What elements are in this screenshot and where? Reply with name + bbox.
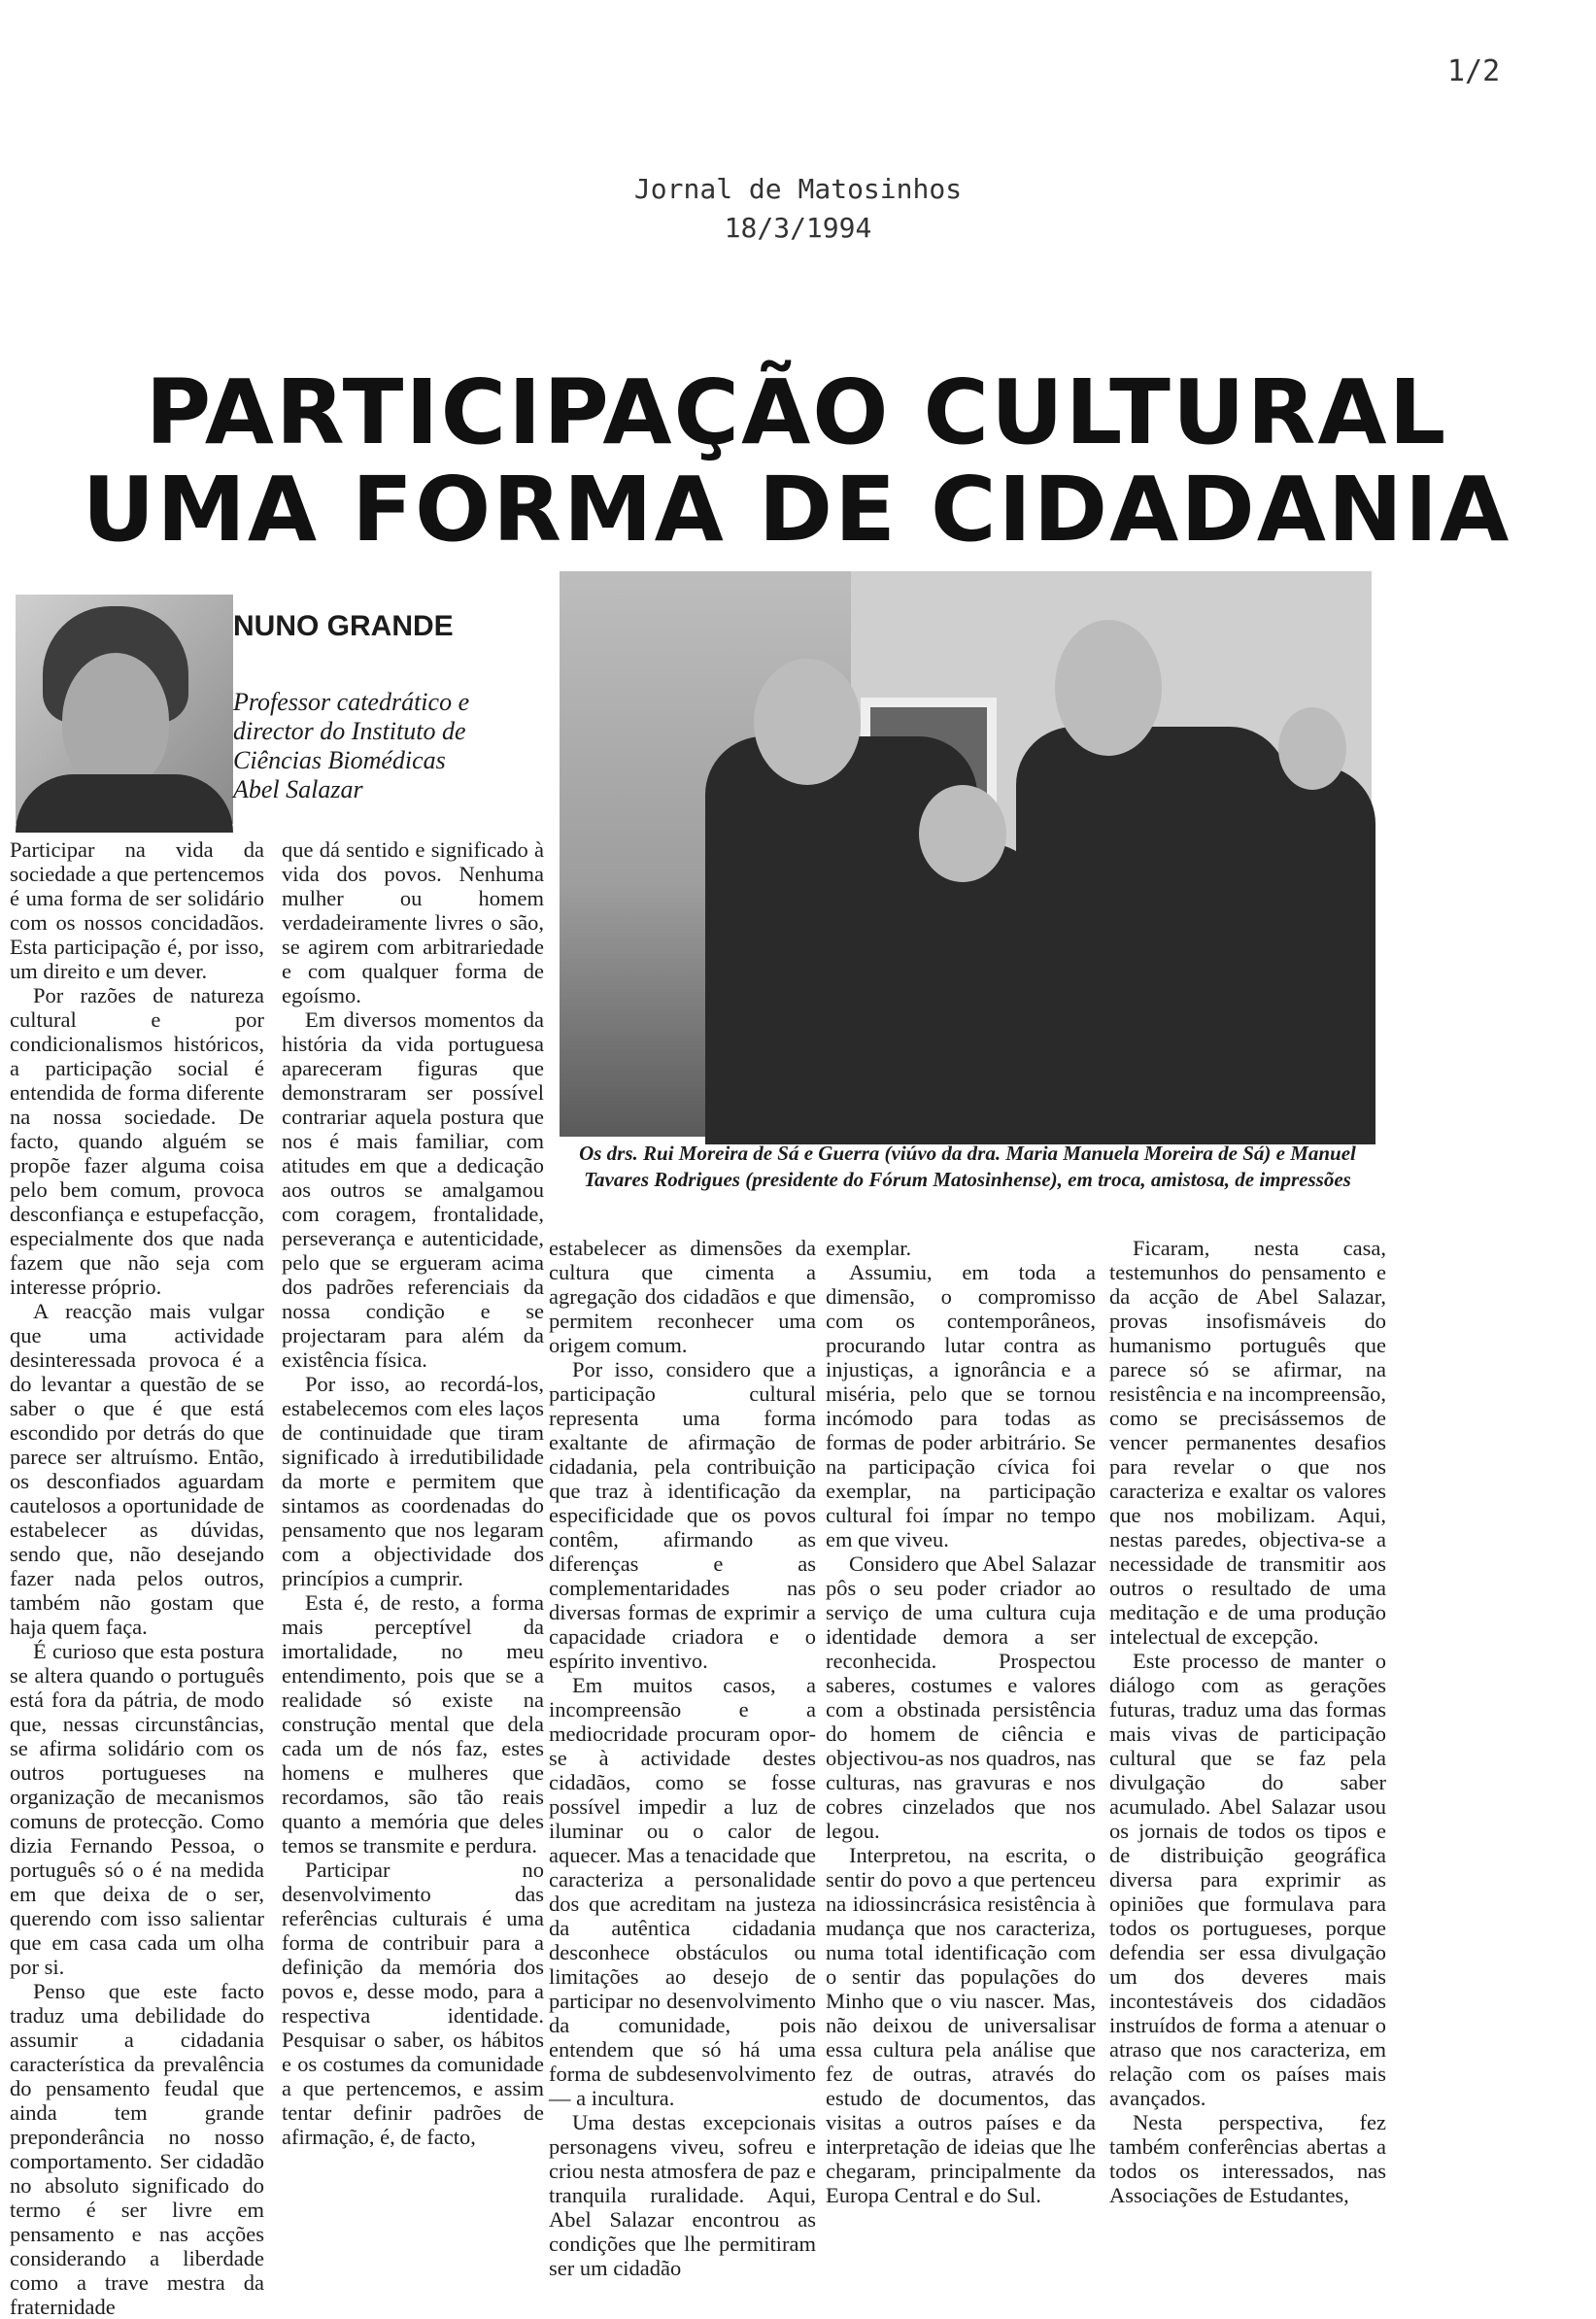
publication-date: 18/3/1994 <box>724 212 872 244</box>
column-1-paragraph: É curioso que esta postura se altera quando o português está fora da pátria, de modo que, nessas circunstâncias, se afirma solidário com os outros portugueses na organização de mecanismos comuns de protecção. Como dizia Fernando Pessoa, o português só o é na medida em que deixa de o ser, querendo com isso salientar que em casa cada um olha por si. <box>10 1639 264 1979</box>
column-2-paragraph: Em diversos momentos da história da vida portuguesa apareceram figuras que demonstraram ser possível contrariar aquela postura que nos é mais familiar, com atitudes em que a dedicação aos outros se amalgamou com coragem, frontalidade, perseverança e autenticidade, pelo que se ergueram acima dos padrões referenciais da nossa condição e se projectaram para além da existência física. <box>282 1007 544 1372</box>
column-5-paragraph: Nesta perspectiva, fez também conferências abertas a todos os interessados, nas Associações de Estudantes, <box>1109 2110 1386 2207</box>
author-title: Professor catedrático e director do Instituto de Ciências Biomédicas Abel Salazar <box>233 688 470 803</box>
column-3-paragraph: Em muitos casos, a incompreensão e a mediocridade procuram opor-se à actividade destes cidadãos, como se fosse possível impedir a luz de iluminar ou o calor de aquecer. Mas a tenacidade que caracteriza a personalidade dos que acreditam na justeza da autêntica cidadania desconhece obstáculos ou limitações ao desejo de participar no desenvolvimento da comunidade, pois entendem que só há uma forma de subdesenvolvimento — a incultura. <box>549 1673 816 2110</box>
column-1-paragraph: Por razões de natureza cultural e por condicionalismos históricos, a participação social é entendida de forma diferente na nossa sociedade. De facto, quando alguém se propõe fazer alguma coisa pelo bem comum, provoca desconfiança e estupefacção, especialmente dos que nada fazem que não seja com interesse próprio. <box>10 983 264 1299</box>
publication-name: Jornal de Matosinhos <box>633 173 963 205</box>
portrait-shoulders-shape <box>16 774 233 833</box>
photo-head-background <box>1278 707 1346 790</box>
photo-head-center <box>919 785 1006 882</box>
column-3-paragraph: Uma destas excepcionais personagens viveu, sofreu e criou nesta atmosfera de paz e tranquila ruralidade. Aqui, Abel Salazar encontrou as condições que lhe permitiram ser um cidadão <box>549 2110 816 2280</box>
column-4-paragraph: exemplar. <box>826 1236 912 1260</box>
event-photo <box>560 571 1372 1137</box>
author-name: NUNO GRANDE <box>233 610 454 642</box>
photo-head-right <box>1055 620 1162 756</box>
column-4-paragraph: Considero que Abel Salazar pôs o seu poder criador ao serviço de uma cultura cuja identidade demora a ser reconhecida. Prospectou saberes, costumes e valores com a obstinada persistência do homem de ciência e objectivou-as nos quadros, nas culturas, nas gravuras e nos cobres cinzelados que nos legou. <box>826 1552 1096 1843</box>
page-number: 1/2 <box>1447 54 1501 88</box>
photo-caption: Os drs. Rui Moreira de Sá e Guerra (viúvo da dra. Maria Manuela Moreira de Sá) e Manuel Tavares Rodrigues (presidente do Fórum Matosinhense), em troca, amistosa, de impressões <box>579 1142 1356 1191</box>
article-column-1 <box>10 837 264 2319</box>
column-2-paragraph: Participar no desenvolvimento das referências culturais é uma forma de contribuir para a definição da memória dos povos e, desse modo, para a respectiva identidade. Pesquisar o saber, os hábitos e os costumes da comunidade a que pertencemos, e assim tentar definir padrões de afirmação, é, de facto, <box>282 1858 544 2149</box>
column-2-paragraph: Por isso, ao recordá-los, estabelecemos com eles laços de continuidade que tiram significado à irredutibilidade da morte e permitem que sintamos as coordenadas do pensamento que nos legaram com a objectividade dos princípios a cumprir. <box>282 1372 544 1590</box>
column-2-paragraph: Esta é, de resto, a forma mais perceptível da imortalidade, no meu entendimento, pois que se a realidade só existe na construção mental que dela cada um de nós faz, estes homens e mulheres que recordamos, são tão reais quanto a memória que deles temos se transmite e perdura. <box>282 1590 544 1858</box>
source-header <box>0 170 1596 248</box>
column-1-paragraph: Penso que este facto traduz uma debilidade do assumir a cidadania característica da prevalência do pensamento feudal que ainda tem grande preponderância no nosso comportamento. Ser cidadão no absoluto significado do termo é ser livre em pensamento e nas acções considerando a liberdade como a trave mestra da fraternidade <box>10 1979 264 2319</box>
column-1-paragraph: Participar na vida da sociedade a que pertencemos é uma forma de ser solidário com os nossos concidadãos. Esta participação é, por isso, um direito e um dever. <box>10 837 264 983</box>
column-5-paragraph: Este processo de manter o diálogo com as gerações futuras, traduz uma das formas mais vivas de participação cultural que se faz pela divulgação do saber acumulado. Abel Salazar usou os jornais de todos os tipos e de distribuição geográfica diversa para exprimir as opiniões que formulava para todos os portugueses, porque defendia ser essa divulgação um dos deveres mais incontestáveis dos cidadãos instruídos de forma a atenuar o atraso que nos caracteriza, em relação com os países mais avançados. <box>1109 1649 1386 2110</box>
photo-person-background <box>1259 766 1375 1144</box>
column-1-paragraph: A reacção mais vulgar que uma actividade desinteressada provoca é a do levantar a questão de se saber o que é que está escondido por detrás do que parece ser altruísmo. Então, os desconfiados aguardam cautelosos a oportunidade de estabelecer as dúvidas, sendo que, não desejando fazer nada pelos outros, também não gostam que haja quem faça. <box>10 1299 264 1639</box>
photo-head-left <box>754 659 861 785</box>
article-column-5 <box>1109 1236 1386 2266</box>
photo-person-center <box>890 843 1045 1144</box>
column-5-paragraph: Ficaram, nesta casa, testemunhos do pensamento e da acção de Abel Salazar, provas insofismáveis do humanismo português que parece só se afirmar, na resistência e na incompreensão, como se precisássemos de vencer permanentes desafios para revelar o que nos caracteriza e exaltar os valores que nos mobilizam. Aqui, nestas paredes, objectiva-se a necessidade de transmitir aos outros o resultado de uma meditação e de uma produção intelectual de excepção. <box>1109 1236 1386 1649</box>
article-column-3 <box>549 1236 816 2280</box>
article-column-2 <box>282 837 544 2266</box>
photo-person-right <box>1016 727 1288 1144</box>
portrait-face-shape <box>62 653 169 789</box>
column-2-paragraph: que dá sentido e significado à vida dos povos. Nenhuma mulher ou homem verdadeiramente livres o são, se agirem com arbitrariedade e com qualquer forma de egoísmo. <box>282 837 544 1007</box>
author-portrait-image <box>16 595 233 824</box>
column-4-paragraph: Assumiu, em toda a dimensão, o compromisso com os contemporâneos, procurando lutar contra as injustiças, a ignorância e a miséria, pelo que se tornou incómodo para todas as formas de poder arbitrário. Se na participação cívica foi exemplar, na participação cultural foi ímpar no tempo em que viveu. <box>826 1260 1096 1552</box>
column-4-paragraph: Interpretou, na escrita, o sentir do povo a que pertenceu na idiossincrásica resistência à mudança que nos caracteriza, numa total identificação com o sentir das populações do Minho que o viu nascer. Mas, não deixou de universalisar essa cultura pela análise que fez de outras, através do estudo de documentos, das visitas a outros países e da interpretação de ideias que lhe chegaram, principalmente da Europa Central e do Sul. <box>826 1843 1096 2207</box>
headline-line-2: UMA FORMA DE CIDADANIA <box>82 458 1511 562</box>
column-3-paragraph: Por isso, considero que a participação cultural representa uma forma exaltante de afirmação de cidadania, pela contribuição que traz à identificação da especificidade que os povos contêm, afirmando as diferenças e as complementaridades nas diversas formas de exprimir a capacidade criadora e o espírito inventivo. <box>549 1357 816 1673</box>
headline-line-1: PARTICIPAÇÃO CULTURAL <box>145 360 1448 464</box>
column-3-paragraph: estabelecer as dimensões da cultura que cimenta a agregação dos cidadãos e que permitem reconhecer uma origem comum. <box>549 1236 816 1357</box>
article-column-4 <box>826 1236 1096 2266</box>
